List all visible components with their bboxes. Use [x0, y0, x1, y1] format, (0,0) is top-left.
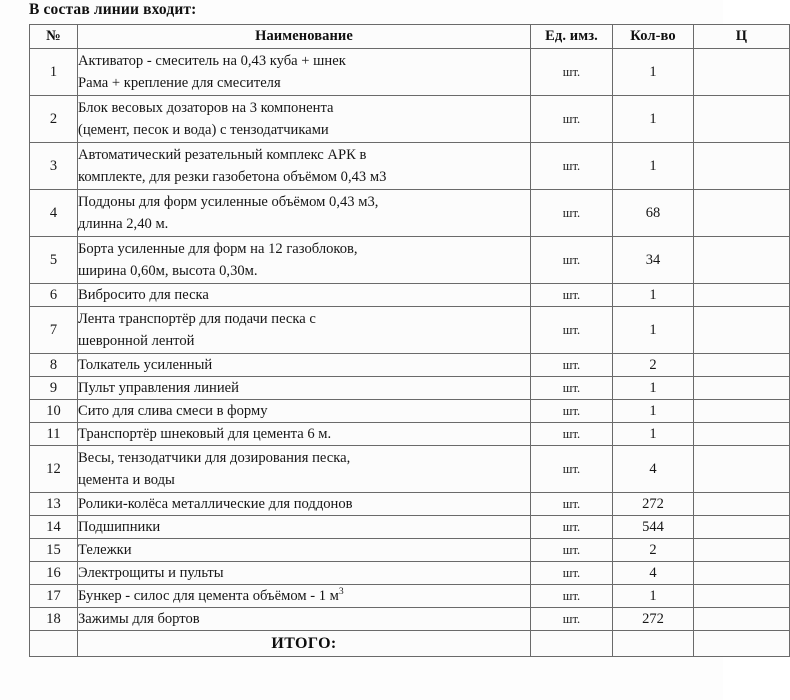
cell-quantity: 544: [613, 516, 694, 539]
cell-price: [694, 377, 790, 400]
cell-number: 7: [30, 307, 78, 354]
cell-price: [694, 423, 790, 446]
cell-price: [694, 190, 790, 237]
cell-unit: шт.: [531, 96, 613, 143]
cell-unit: шт.: [531, 284, 613, 307]
cell-name: [78, 96, 531, 143]
total-cell-number: [30, 631, 78, 657]
table-row: [30, 446, 790, 493]
cell-name: [78, 539, 531, 562]
cell-name: [78, 49, 531, 96]
cell-number: 1: [30, 49, 78, 96]
cell-name-line-2: цемента и воды: [78, 472, 175, 488]
cell-quantity: 1: [613, 307, 694, 354]
cell-unit: шт.: [531, 516, 613, 539]
cell-name: [78, 190, 531, 237]
table-row: [30, 96, 790, 143]
cell-quantity: 34: [613, 237, 694, 284]
cell-name-line-1: Активатор - смеситель на 0,43 куба + шнек: [78, 53, 346, 69]
cell-number: 18: [30, 608, 78, 631]
cell-price: [694, 49, 790, 96]
cell-unit: шт.: [531, 585, 613, 608]
cell-name-line-1: Вибросито для песка: [78, 287, 209, 303]
cell-price: [694, 354, 790, 377]
cell-quantity: 1: [613, 49, 694, 96]
table-row: [30, 562, 790, 585]
cell-price: [694, 96, 790, 143]
cell-name-line-1: Толкатель усиленный: [78, 357, 213, 373]
section-heading: В состав линии входит:: [29, 1, 197, 18]
cell-unit: шт.: [531, 539, 613, 562]
total-cell-price: [694, 631, 790, 657]
cell-quantity: 272: [613, 608, 694, 631]
cell-name-line-1: Автоматический резательный комплекс АРК в: [78, 147, 367, 163]
column-header-unit: Ед. имз.: [531, 25, 613, 49]
cell-unit: шт.: [531, 400, 613, 423]
table-row: [30, 307, 790, 354]
cell-price: [694, 539, 790, 562]
cell-price: [694, 608, 790, 631]
table-row: [30, 539, 790, 562]
column-header-name: Наименование: [78, 25, 531, 49]
cell-name: [78, 354, 531, 377]
cell-unit: шт.: [531, 307, 613, 354]
cell-price: [694, 446, 790, 493]
cell-number: 15: [30, 539, 78, 562]
cell-number: 13: [30, 493, 78, 516]
cell-name: [78, 516, 531, 539]
cell-quantity: 2: [613, 539, 694, 562]
cell-number: 9: [30, 377, 78, 400]
cell-name: [78, 562, 531, 585]
table-row: [30, 354, 790, 377]
cell-name: [78, 423, 531, 446]
total-cell-quantity: [613, 631, 694, 657]
cell-quantity: 1: [613, 377, 694, 400]
table-row: [30, 585, 790, 608]
cell-unit: шт.: [531, 446, 613, 493]
cell-name-line-2: шевронной лентой: [78, 333, 195, 349]
cell-name-line-1: Поддоны для форм усиленные объёмом 0,43 м3,: [78, 194, 379, 210]
cell-quantity: 2: [613, 354, 694, 377]
cell-name-superscript: 3: [338, 586, 344, 598]
cell-number: 14: [30, 516, 78, 539]
cell-name-line-2: (цемент, песок и вода) с тензодатчиками: [78, 122, 329, 138]
table-row: [30, 493, 790, 516]
cell-unit: шт.: [531, 354, 613, 377]
cell-quantity: 1: [613, 96, 694, 143]
cell-unit: шт.: [531, 49, 613, 96]
cell-name-line-1: Лента транспортёр для подачи песка с: [78, 311, 316, 327]
cell-quantity: 4: [613, 446, 694, 493]
table-row: [30, 190, 790, 237]
table-row: [30, 143, 790, 190]
cell-unit: шт.: [531, 190, 613, 237]
column-header-quantity: Кол-во: [613, 25, 694, 49]
cell-unit: шт.: [531, 493, 613, 516]
cell-price: [694, 143, 790, 190]
total-label: ИТОГО:: [78, 631, 531, 657]
specification-table: [29, 24, 790, 657]
cell-number: 3: [30, 143, 78, 190]
cell-name-line-2: Рама + крепление для смесителя: [78, 75, 281, 91]
cell-unit: шт.: [531, 143, 613, 190]
cell-name-line-1: Тележки: [78, 542, 132, 558]
table-header-row: [30, 25, 790, 49]
cell-quantity: 4: [613, 562, 694, 585]
cell-number: 2: [30, 96, 78, 143]
cell-name-line-1: Электрощиты и пульты: [78, 565, 224, 581]
cell-quantity: 1: [613, 143, 694, 190]
cell-number: 4: [30, 190, 78, 237]
cell-name: [78, 237, 531, 284]
cell-price: [694, 585, 790, 608]
cell-number: 12: [30, 446, 78, 493]
cell-name-line-1: Весы, тензодатчики для дозирования песка,: [78, 450, 351, 466]
cell-name-line-2: ширина 0,60м, высота 0,30м.: [78, 263, 258, 279]
cell-name: [78, 493, 531, 516]
cell-quantity: 68: [613, 190, 694, 237]
table-row: [30, 49, 790, 96]
cell-number: 17: [30, 585, 78, 608]
table-body: [30, 49, 790, 657]
cell-quantity: 1: [613, 585, 694, 608]
cell-name: [78, 307, 531, 354]
cell-unit: шт.: [531, 608, 613, 631]
cell-number: 6: [30, 284, 78, 307]
cell-name: [78, 284, 531, 307]
cell-name: [78, 585, 531, 608]
cell-quantity: 1: [613, 400, 694, 423]
table-total-row: [30, 631, 790, 657]
cell-number: 10: [30, 400, 78, 423]
cell-unit: шт.: [531, 423, 613, 446]
cell-name: [78, 400, 531, 423]
cell-name-line-1: Подшипники: [78, 519, 161, 535]
cell-name: [78, 143, 531, 190]
cell-unit: шт.: [531, 377, 613, 400]
cell-name: [78, 446, 531, 493]
cell-name: [78, 608, 531, 631]
cell-number: 5: [30, 237, 78, 284]
cell-name-line-1: Ролики-колёса металлические для поддонов: [78, 496, 353, 512]
table-header: [30, 25, 790, 49]
cell-price: [694, 400, 790, 423]
table-row: [30, 377, 790, 400]
table-row: [30, 284, 790, 307]
cell-name-line-1: Бункер - силос для цемента объёмом - 1 м: [78, 588, 339, 604]
cell-quantity: 1: [613, 284, 694, 307]
cell-quantity: 1: [613, 423, 694, 446]
column-header-number: №: [30, 25, 78, 49]
cell-number: 11: [30, 423, 78, 446]
cell-name-line-1: Блок весовых дозаторов на 3 компонента: [78, 100, 334, 116]
cell-price: [694, 562, 790, 585]
cell-name-line-1: Борта усиленные для форм на 12 газоблоков,: [78, 241, 358, 257]
table-row: [30, 608, 790, 631]
table-row: [30, 423, 790, 446]
cell-price: [694, 284, 790, 307]
cell-unit: шт.: [531, 237, 613, 284]
cell-number: 8: [30, 354, 78, 377]
cell-unit: шт.: [531, 562, 613, 585]
table-row: [30, 400, 790, 423]
cell-name-line-1: Зажимы для бортов: [78, 611, 200, 627]
cell-name-line-1: Сито для слива смеси в форму: [78, 403, 268, 419]
cell-name-line-1: Транспортёр шнековый для цемента 6 м.: [78, 426, 332, 442]
total-cell-unit: [531, 631, 613, 657]
cell-number: 16: [30, 562, 78, 585]
cell-name-line-1: Пульт управления линией: [78, 380, 239, 396]
cell-name-line-2: длинна 2,40 м.: [78, 216, 169, 232]
specification-table-wrapper: [29, 24, 789, 657]
table-row: [30, 516, 790, 539]
column-header-price: Ц: [694, 25, 790, 49]
cell-price: [694, 493, 790, 516]
cell-price: [694, 237, 790, 284]
table-row: [30, 237, 790, 284]
cell-name: [78, 377, 531, 400]
cell-name-line-2: комплекте, для резки газобетона объёмом 0,43 м3: [78, 169, 387, 185]
cell-quantity: 272: [613, 493, 694, 516]
cell-price: [694, 516, 790, 539]
cell-price: [694, 307, 790, 354]
